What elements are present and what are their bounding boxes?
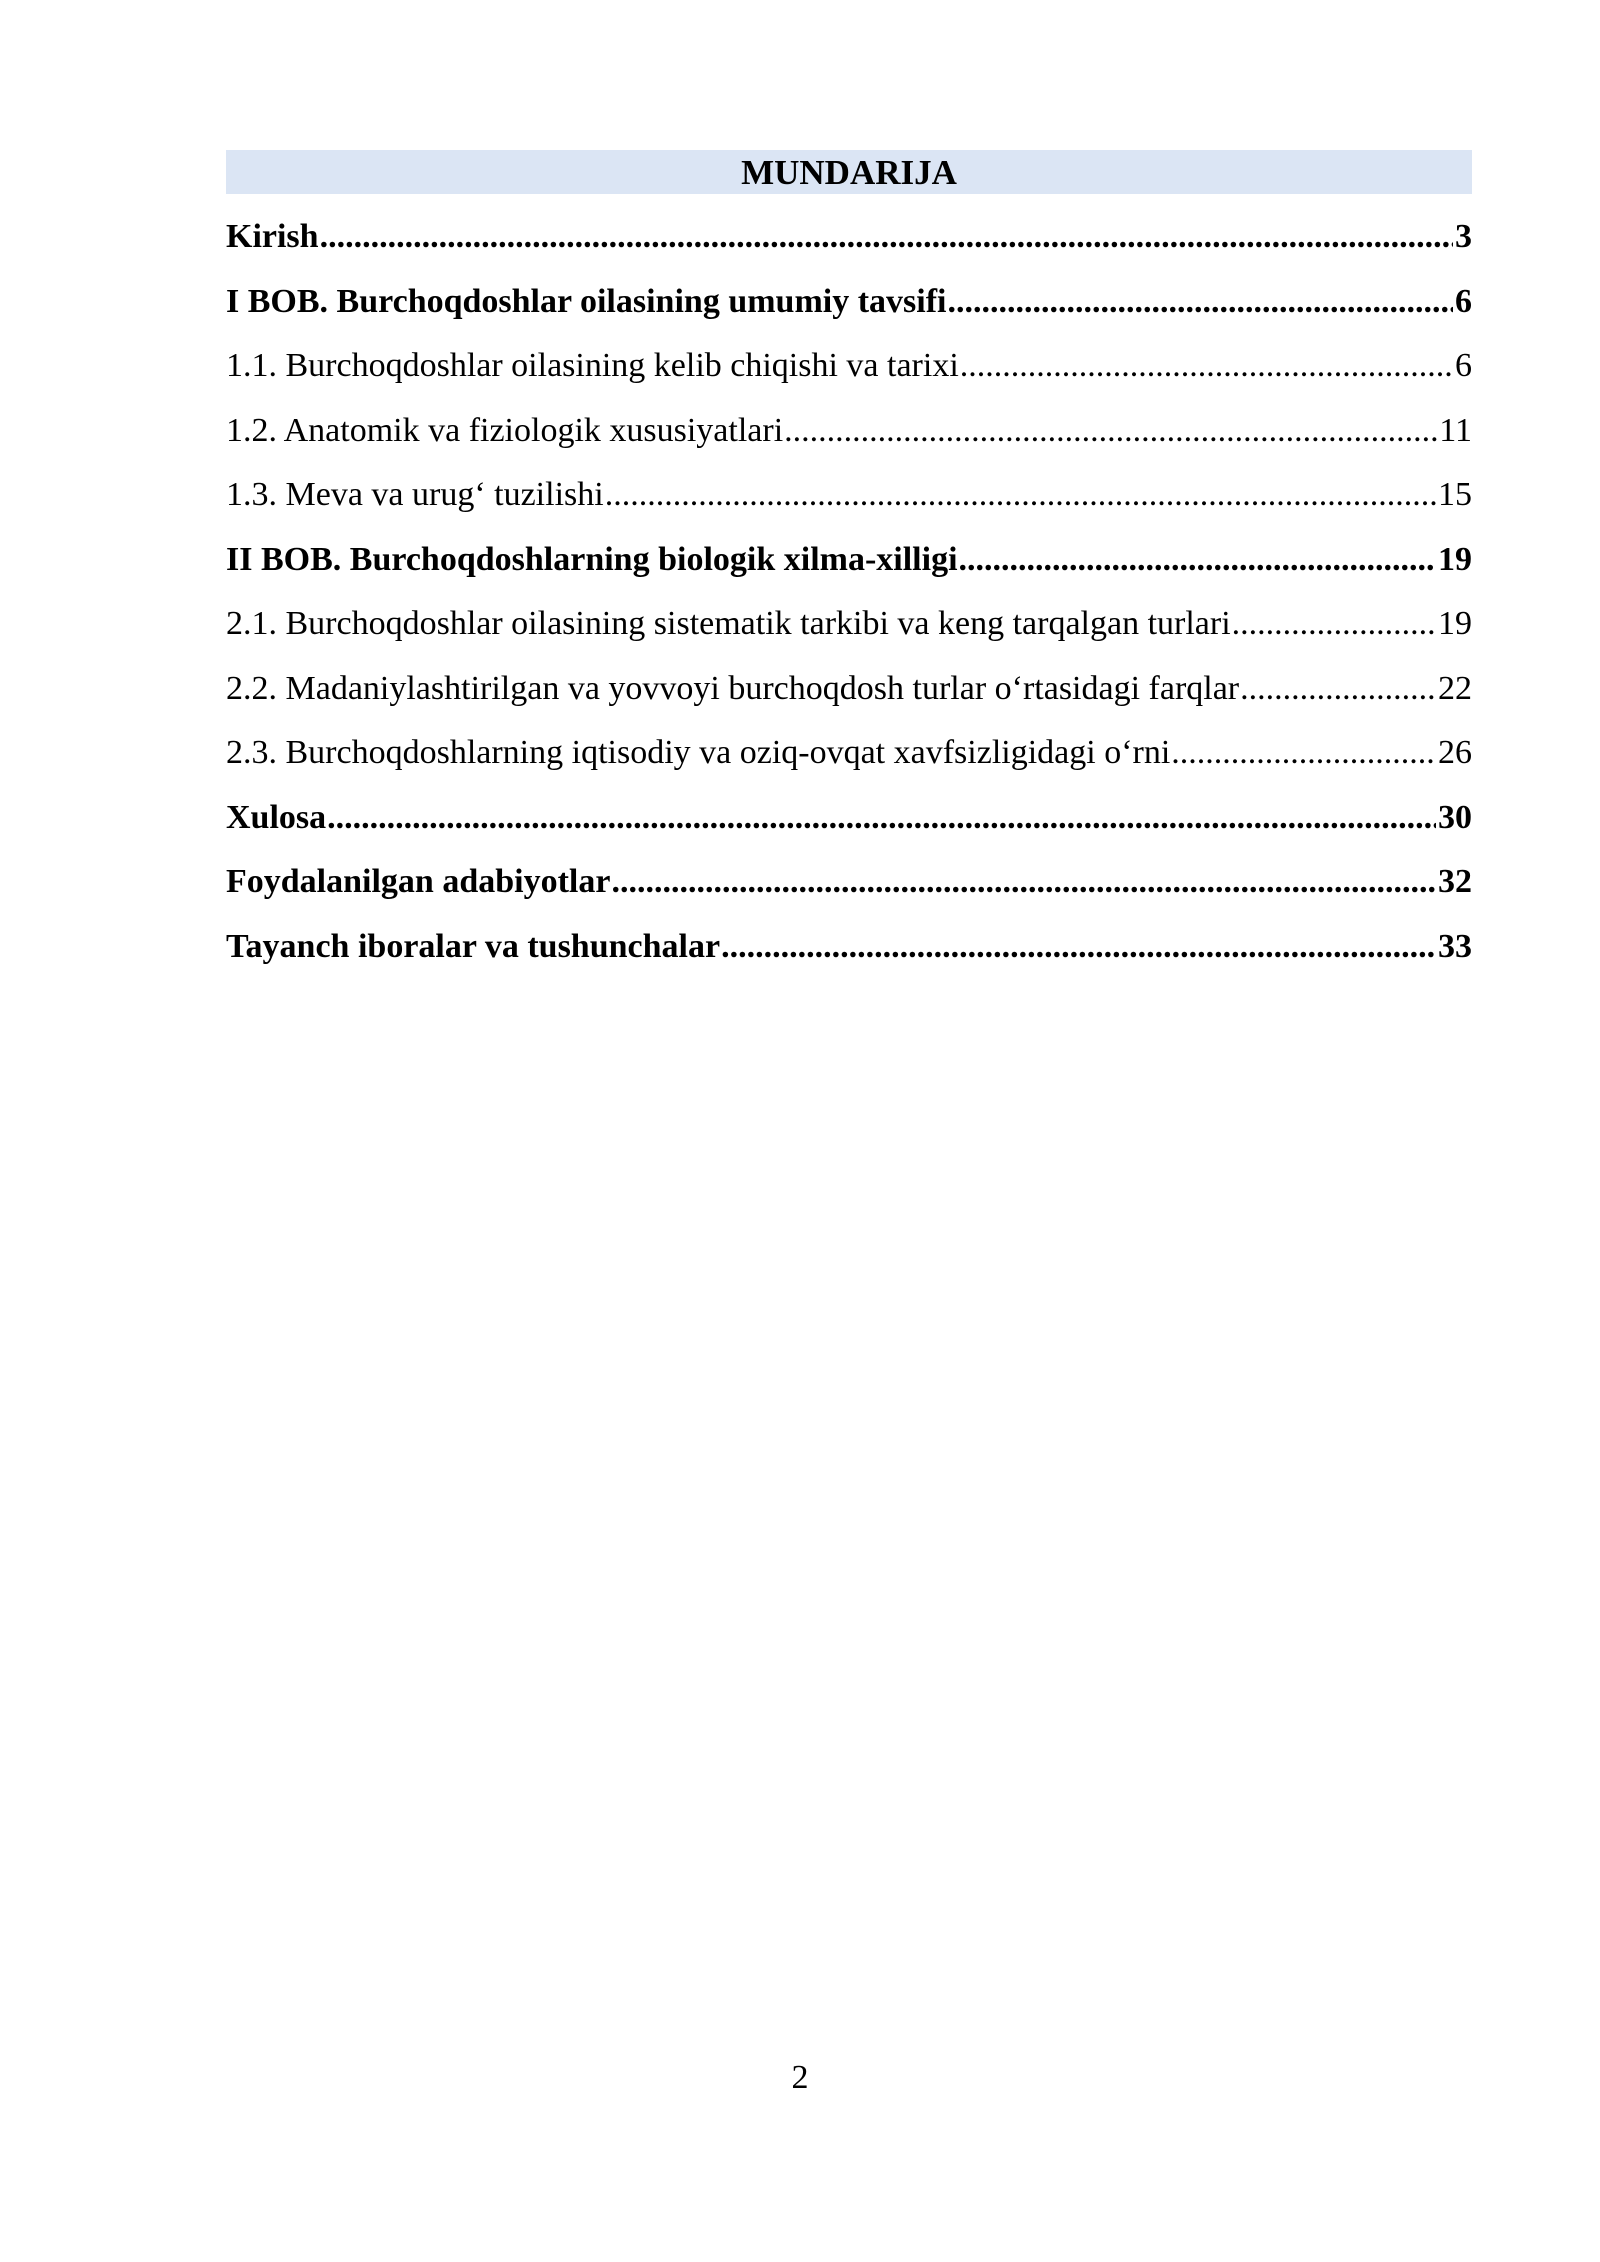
toc-entry-section-2-1[interactable] (226, 601, 1472, 666)
toc-entry-chapter-1[interactable] (226, 279, 1472, 344)
toc-entry-xulosa[interactable] (226, 795, 1472, 860)
toc-entry-page: 3 (1455, 218, 1472, 255)
toc-list (226, 214, 1472, 988)
dot-leader (721, 924, 1436, 970)
toc-entry-references[interactable] (226, 859, 1472, 924)
table-of-contents (226, 150, 1472, 988)
toc-entry-page: 19 (1438, 540, 1472, 578)
dot-leader (959, 537, 1436, 583)
toc-entry-page: 6 (1455, 282, 1472, 320)
toc-entry-label: 1.2. Anatomik va fiziologik xususiyatlari (226, 411, 784, 449)
toc-entry-label: 1.1. Burchoqdoshlar oilasining kelib chiqishi va tarixi (226, 347, 959, 384)
dot-leader (1171, 730, 1436, 776)
toc-entry-section-1-3[interactable] (226, 472, 1472, 537)
toc-entry-page: 22 (1438, 669, 1472, 707)
toc-entry-page: 32 (1438, 863, 1472, 900)
toc-entry-page: 6 (1455, 347, 1472, 384)
toc-entry-page: 19 (1438, 605, 1472, 642)
toc-entry-label: Tayanch iboralar va tushunchalar (226, 927, 721, 965)
toc-entry-label: 2.1. Burchoqdoshlar oilasining sistematik tarkibi va keng tarqalgan turlari (226, 605, 1231, 642)
toc-entry-label: 2.2. Madaniylashtirilgan va yovvoyi burchoqdosh turlar o‘rtasidagi farqlar (226, 669, 1240, 707)
toc-entry-section-2-2[interactable] (226, 666, 1472, 731)
dot-leader (327, 795, 1436, 841)
dot-leader (605, 472, 1436, 518)
toc-entry-label: I BOB. Burchoqdoshlar oilasining umumiy tavsifi (226, 282, 947, 320)
toc-entry-chapter-2[interactable] (226, 537, 1472, 602)
toc-entry-page: 11 (1439, 411, 1472, 449)
toc-entry-page: 15 (1438, 476, 1472, 513)
toc-entry-page: 30 (1438, 798, 1472, 836)
toc-entry-page: 33 (1438, 927, 1472, 965)
dot-leader (1232, 601, 1436, 647)
toc-title: MUNDARIJA (226, 150, 1472, 194)
toc-entry-label: II BOB. Burchoqdoshlarning biologik xilma-xilligi (226, 540, 958, 578)
dot-leader (784, 408, 1437, 454)
dot-leader (1240, 666, 1436, 712)
toc-entry-kirish[interactable] (226, 214, 1472, 279)
dot-leader (948, 279, 1454, 325)
toc-entry-label: Foydalanilgan adabiyotlar (226, 863, 611, 900)
toc-entry-page: 26 (1438, 734, 1472, 771)
toc-entry-section-1-1[interactable] (226, 343, 1472, 408)
dot-leader (960, 343, 1453, 389)
toc-entry-label: 1.3. Meva va urug‘ tuzilishi (226, 476, 604, 513)
toc-entry-section-2-3[interactable] (226, 730, 1472, 795)
toc-entry-label: Kirish (226, 218, 319, 255)
toc-entry-section-1-2[interactable] (226, 408, 1472, 473)
dot-leader (611, 859, 1436, 905)
toc-entry-label: 2.3. Burchoqdoshlarning iqtisodiy va oziq-ovqat xavfsizligidagi o‘rni (226, 734, 1171, 771)
dot-leader (320, 214, 1453, 260)
page-number: 2 (791, 2059, 809, 2096)
toc-entry-glossary[interactable] (226, 924, 1472, 989)
toc-entry-label: Xulosa (226, 798, 327, 836)
